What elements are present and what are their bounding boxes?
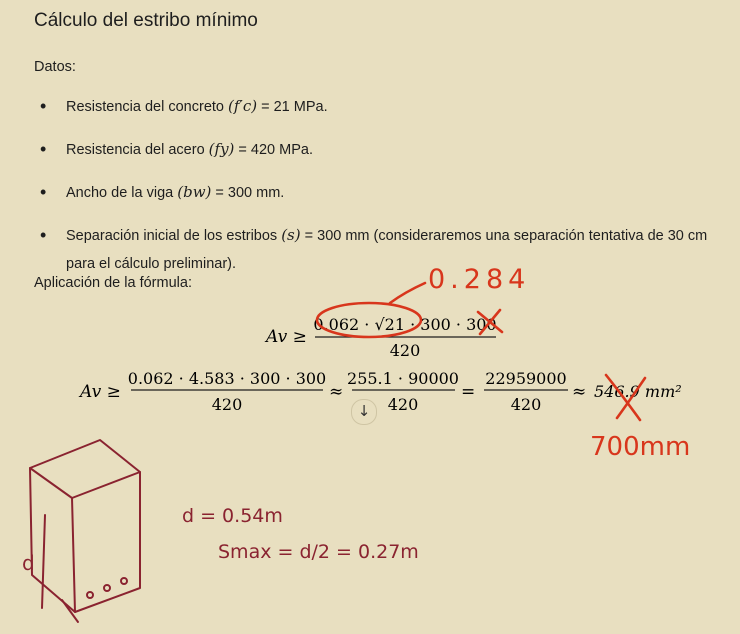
- formula2-eq: =: [461, 382, 476, 402]
- formula2-frac1-num: 0.062 · 4.583 · 300 · 300: [127, 369, 327, 388]
- scroll-down-button[interactable]: ↓: [351, 399, 377, 425]
- page-title: Cálculo del estribo mínimo: [34, 10, 258, 31]
- annotation-d: d = 0.54m: [182, 505, 283, 527]
- item-symbol: (bw): [177, 183, 212, 201]
- item-value: = 420 MPa.: [234, 142, 313, 158]
- aplicacion-label: Aplicación de la fórmula:: [34, 275, 192, 291]
- formula2-frac3-num: 22959000: [485, 369, 567, 388]
- formula2-frac2-num: 255.1 · 90000: [347, 369, 459, 388]
- datos-label: Datos:: [34, 59, 76, 75]
- item-label: Separación inicial de los estribos: [66, 228, 278, 244]
- formula2-frac3-den: 420: [510, 395, 542, 414]
- formula2-frac2-den: 420: [387, 395, 419, 414]
- annotation-red-top: 0.284: [428, 264, 531, 295]
- formula2-approx1: ≈: [329, 382, 344, 402]
- beam-sketch: [22, 440, 140, 622]
- item-value: = 300 mm.: [211, 185, 285, 201]
- item-symbol: (s): [281, 226, 301, 244]
- item-symbol: (fy): [208, 140, 235, 158]
- item-label: Resistencia del acero: [66, 142, 205, 158]
- annotation-smax: Smax = d/2 = 0.27m: [218, 541, 419, 563]
- formula2-approx2: ≈: [572, 382, 587, 402]
- annotation-pointer-line: [390, 283, 425, 303]
- formula1-numerator: 0.062 · √21 · 300 · 300: [313, 315, 497, 334]
- formula2-lhs: Av ≥: [80, 382, 121, 402]
- beam-label-d: d: [22, 551, 35, 575]
- item-value: = 21 MPa.: [257, 99, 328, 115]
- formula2-frac1-den: 420: [211, 395, 243, 414]
- annotation-red-bottom: 700mm: [590, 432, 691, 462]
- item-symbol: (f′c): [228, 97, 258, 115]
- item-label: Ancho de la viga: [66, 185, 174, 201]
- formula1-denominator: 420: [389, 341, 421, 360]
- item-value: = 300 mm (consideraremos una separación tentativa de 30 cm para el cálculo preliminar).: [66, 228, 708, 272]
- formula1-lhs: Av ≥: [266, 327, 307, 347]
- item-label: Resistencia del concreto: [66, 99, 224, 115]
- formula2-result: 546.9 mm²: [594, 382, 682, 401]
